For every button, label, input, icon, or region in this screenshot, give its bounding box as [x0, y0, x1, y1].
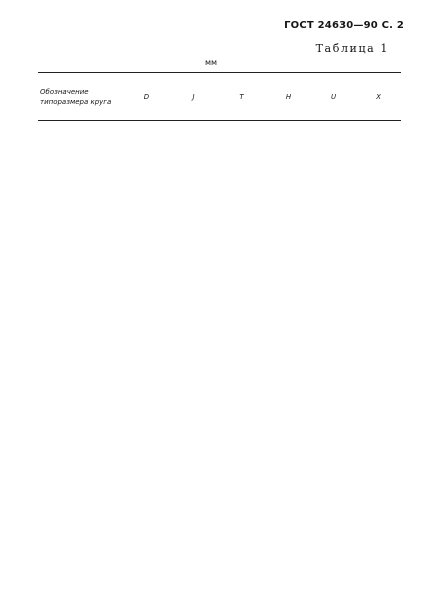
designation-header-line-1: Обозначение	[40, 87, 89, 96]
column-header-u: U	[311, 73, 356, 121]
unit-label: мм	[205, 58, 218, 67]
column-header-x: X	[356, 73, 401, 121]
dimensions-table	[38, 72, 401, 121]
column-header-h: H	[266, 73, 311, 121]
column-header-j: J	[170, 73, 217, 121]
document-code: ГОСТ 24630—90 С. 2	[284, 20, 404, 31]
designation-header-line-2: типоразмера круга	[40, 97, 112, 106]
column-header-d: D	[123, 73, 170, 121]
table-title: Таблица 1	[315, 42, 389, 55]
table-header-row	[38, 73, 401, 121]
column-header-t: T	[217, 73, 266, 121]
column-header-designation	[38, 73, 123, 121]
